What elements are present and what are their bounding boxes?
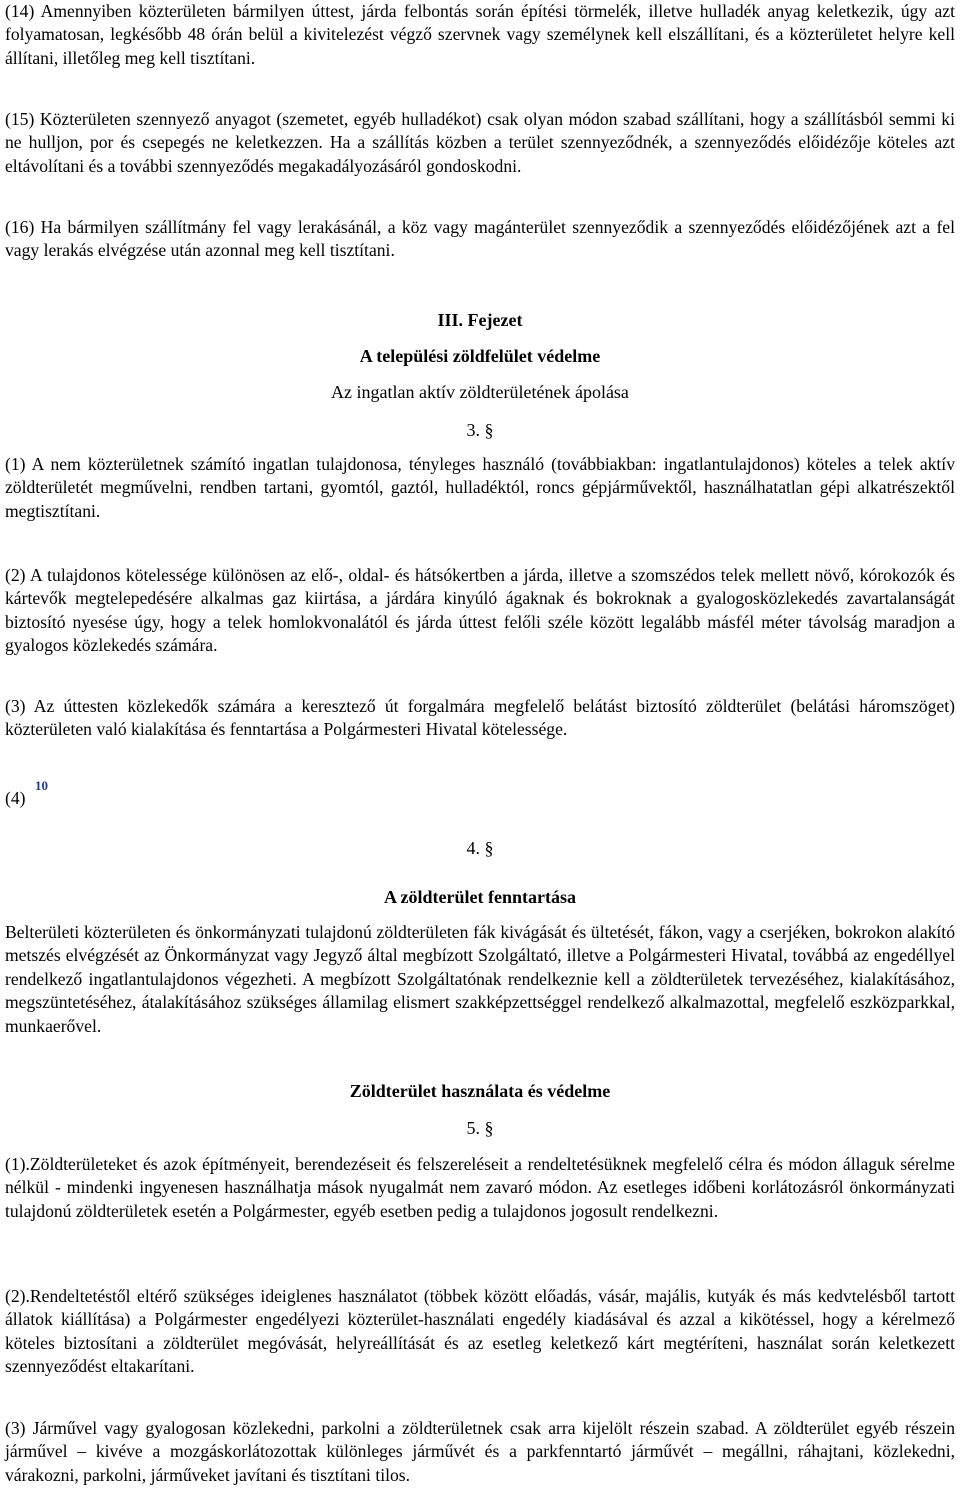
section-subtitle: Az ingatlan aktív zöldterületének ápolása	[331, 382, 629, 402]
section-3-heading: 3. §	[466, 420, 494, 440]
section-3-paragraph-4: (4)	[5, 788, 26, 808]
section-5-title: Zöldterület használata és védelme	[349, 1081, 611, 1101]
section-5-paragraph-2: (2).Rendeltetéstől eltérő szükséges ideiglenes használatot (többek között előadás, vásár, majális, kutyák és más kedvtelésből tartott állatok kiállítása) a Polgármester engedélyezi közterület-használati engedély kiadásával és azzal a kikötéssel, hogy a kérelmező köteles biztosítani a zöldterület megóvását, helyreállítását és az esetleg keletkező kárt megtéríteni, használat során keletkezett szennyeződést eltakarítani.	[5, 1286, 955, 1377]
section-5-paragraph-1: (1).Zöldterületeket és azok építményeit, berendezéseit és felszereléseit a rendeltetésüknek megfelelő célra és módon állaguk sérelme nélkül - mindenki ingyenesen használhatja mások nyugalmát nem zavaró módon. Az esetleges időbeni korlátozásról önkormányzati tulajdonú zöldterületek esetén a Polgármester, egyéb esetben pedig a tulajdonos jogosult rendelkezni.	[5, 1154, 955, 1221]
section-3-paragraph-1: (1) A nem közterületnek számító ingatlan tulajdonosa, tényleges használó (továbbiakban: ingatlantulajdonos) köteles a telek aktív zöldterületét megművelni, rendben tartani, gyomtól, gaztól, hulladéktól, roncs gépjárművektől, használhatatlan gépi alkatrészektől megtisztítani.	[5, 454, 955, 521]
paragraph-14: (14) Amennyiben közterületen bármilyen úttest, járda felbontás során építési törmelék, illetve hulladék anyag keletkezik, úgy azt folyamatosan, legkésőbb 48 órán belül a kivitelezést végző szervnek vagy személynek kell elszállítani, és a közterületet helyre kell állítani, illetőleg meg kell tisztítani.	[5, 1, 955, 68]
section-4-title: A zöldterület fenntartása	[384, 887, 576, 907]
chapter-heading: III. Fejezet	[437, 310, 523, 330]
section-3-paragraph-2: (2) A tulajdonos kötelessége különösen az elő-, oldal- és hátsókertben a járda, illetve a szomszédos telek mellett növő, kórokozók és kártevők megtelepedésére alkalmas gaz kiirtása, a járdára kinyúló ágaknak és bokroknak a gyalogosközlekedés zavartalanságát biztosító nyesése úgy, hogy a telek homlokvonalától és járda úttest felőli széle között legalább másfél méter távolság maradjon a gyalogos közlekedés számára.	[5, 565, 955, 656]
paragraph-16: (16) Ha bármilyen szállítmány fel vagy lerakásánál, a köz vagy magánterület szennyeződik a szennyeződés előidézőjének azt a fel vagy lerakás elvégzése után azonnal meg kell tisztítani.	[5, 217, 955, 261]
section-4-heading: 4. §	[466, 838, 494, 858]
footnote-reference[interactable]: 10	[35, 778, 48, 793]
chapter-title: A települési zöldfelület védelme	[359, 346, 601, 366]
section-5-paragraph-3: (3) Járművel vagy gyalogosan közlekedni, parkolni a zöldterületnek csak arra kijelölt részein szabad. A zöldterület egyéb részein járművel – kivéve a mozgáskorlátozottak különleges járművét és a parkfenntartó járművét – megállni, ráhajtani, közlekedni, várakozni, parkolni, járműveket javítani és tisztítani tilos.	[5, 1418, 955, 1485]
section-4-body: Belterületi közterületen és önkormányzati tulajdonú zöldterületen fák kivágását és ültetését, fákon, vagy a cserjéken, bokrokon alakító metszés elvégzését az Önkormányzat vagy Jegyző által megbízott Szolgáltató, illetve a Polgármesteri Hivatal, továbbá az engedéllyel rendelkező ingatlantulajdonos végezheti. A megbízott Szolgáltatónak rendelkeznie kell a zöldterületek tervezéséhez, kialakításához, megszüntetéséhez, átalakításához szükséges államilag elismert szakképzettséggel rendelkező alkalmazottal, megfelelő eszközparkkal, munkaerővel.	[5, 922, 955, 1036]
section-5-heading: 5. §	[466, 1118, 494, 1138]
section-3-paragraph-3: (3) Az úttesten közlekedők számára a keresztező út forgalmára megfelelő belátást biztosító zöldterület (belátási háromszöget) közterületen való kialakítása és fenntartása a Polgármesteri Hivatal kötelessége.	[5, 696, 955, 740]
paragraph-15: (15) Közterületen szennyező anyagot (szemetet, egyéb hulladékot) csak olyan módon szabad szállítani, hogy a szállításból semmi ki ne hulljon, por és csepegés ne keletkezzen. Ha a szállítás közben a terület szennyeződnék, a szennyeződés előidézője köteles azt eltávolítani és a további szennyeződés megakadályozásáról gondoskodni.	[5, 109, 955, 176]
